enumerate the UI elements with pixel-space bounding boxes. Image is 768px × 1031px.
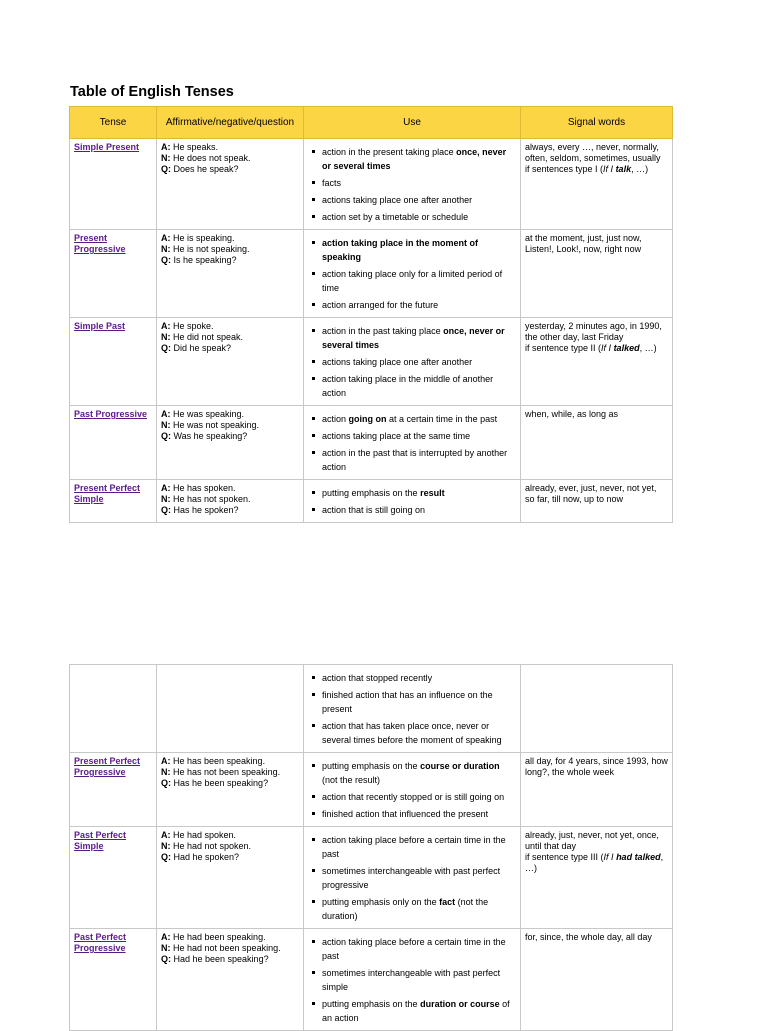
cond-verb: talk [615, 164, 632, 174]
use-item [322, 298, 516, 312]
use-item [322, 372, 516, 400]
cond-text: , …) [525, 852, 664, 873]
use-list [308, 833, 516, 923]
question-form [161, 778, 299, 789]
use-text: finished action that influenced the present [322, 809, 489, 819]
conditional-note [525, 852, 668, 874]
question-label: Q: [161, 852, 171, 862]
signal-cell [521, 753, 673, 827]
tense-link[interactable]: Past Perfect Progressive [74, 932, 127, 953]
use-emphasis: fact [439, 897, 456, 907]
affirmative-label: A: [161, 756, 171, 766]
affirmative-form [161, 756, 299, 767]
affirmative-form [161, 483, 299, 494]
signal-cell [521, 318, 673, 406]
tense-cell [70, 139, 157, 230]
use-text: action in the past that is interrupted by another action [322, 448, 508, 472]
use-text: (not the result) [322, 775, 381, 785]
use-item [322, 997, 516, 1025]
table-row [70, 753, 673, 827]
tense-link[interactable]: Present Progressive [74, 233, 126, 254]
negative-text: He is not speaking. [170, 244, 250, 254]
tense-link[interactable]: Present Perfect Progressive [74, 756, 141, 777]
signal-words: for, since, the whole day, all day [525, 932, 652, 942]
cond-text: , …) [639, 343, 657, 353]
affirmative-form [161, 409, 299, 420]
cond-italic: If I [601, 343, 614, 353]
negative-form [161, 841, 299, 852]
use-text: action that is still going on [322, 505, 426, 515]
forms-cell [157, 827, 304, 929]
forms-cell [157, 665, 304, 753]
forms-cell [157, 480, 304, 523]
table-row [70, 406, 673, 480]
question-form [161, 852, 299, 863]
negative-text: He does not speak. [170, 153, 251, 163]
affirmative-text: He has been speaking. [170, 756, 266, 766]
use-cell [304, 318, 521, 406]
affirmative-text: He spoke. [170, 321, 214, 331]
negative-text: He was not speaking. [170, 420, 260, 430]
tense-cell [70, 230, 157, 318]
affirmative-label: A: [161, 321, 171, 331]
question-label: Q: [161, 431, 171, 441]
question-form [161, 255, 299, 266]
question-label: Q: [161, 343, 171, 353]
negative-label: N: [161, 767, 171, 777]
use-text: at a certain time in the past [386, 414, 498, 424]
use-list [308, 671, 516, 747]
use-text: putting emphasis on the [322, 761, 421, 771]
use-emphasis: action taking place in the moment of speaking [322, 238, 479, 262]
affirmative-text: He speaks. [170, 142, 219, 152]
use-text: action taking place before a certain time in the past [322, 835, 506, 859]
use-cell [304, 406, 521, 480]
use-cell [304, 665, 521, 753]
cond-verb: talked [613, 343, 640, 353]
use-cell [304, 929, 521, 1031]
use-item [322, 935, 516, 963]
negative-form [161, 153, 299, 164]
forms-cell [157, 753, 304, 827]
cond-text: if sentence type III ( [525, 852, 604, 862]
use-item [322, 895, 516, 923]
affirmative-form [161, 830, 299, 841]
use-text: actions taking place at the same time [322, 431, 471, 441]
tense-link[interactable]: Present Perfect Simple [74, 483, 141, 504]
use-text: action that recently stopped or is still going on [322, 792, 505, 802]
affirmative-label: A: [161, 409, 171, 419]
negative-label: N: [161, 244, 171, 254]
tense-link[interactable]: Simple Present [74, 142, 140, 152]
use-list [308, 236, 516, 312]
signal-words: all day, for 4 years, since 1993, how long?, the whole week [525, 756, 668, 777]
use-item [322, 412, 516, 426]
question-text: Has he spoken? [171, 505, 239, 515]
table-row [70, 139, 673, 230]
tense-cell [70, 753, 157, 827]
signal-cell [521, 139, 673, 230]
affirmative-form [161, 932, 299, 943]
use-text: action that has taken place once, never or several times before the moment of speaking [322, 721, 502, 745]
question-label: Q: [161, 778, 171, 788]
use-item [322, 966, 516, 994]
negative-label: N: [161, 943, 171, 953]
tense-cell [70, 318, 157, 406]
use-text: action set by a timetable or schedule [322, 212, 469, 222]
affirmative-text: He has spoken. [170, 483, 236, 493]
question-text: Has he been speaking? [171, 778, 269, 788]
negative-form [161, 494, 299, 505]
use-emphasis: result [420, 488, 445, 498]
use-item [322, 429, 516, 443]
use-text: (not the duration) [322, 897, 489, 921]
table-row [70, 929, 673, 1031]
use-item [322, 719, 516, 747]
use-item [322, 176, 516, 190]
negative-label: N: [161, 494, 171, 504]
affirmative-form [161, 321, 299, 332]
table-row [70, 318, 673, 406]
affirmative-text: He was speaking. [170, 409, 245, 419]
question-form [161, 505, 299, 516]
affirmative-form [161, 233, 299, 244]
use-list [308, 935, 516, 1025]
signal-words: already, just, never, not yet, once, until that day [525, 830, 659, 851]
use-emphasis: duration or course [420, 999, 500, 1009]
use-cell [304, 139, 521, 230]
cond-verb: had talked [616, 852, 661, 862]
table-header-row [70, 107, 673, 139]
affirmative-label: A: [161, 483, 171, 493]
negative-form [161, 420, 299, 431]
use-list [308, 412, 516, 474]
question-label: Q: [161, 164, 171, 174]
use-emphasis: once, never or several times [322, 147, 507, 171]
cond-text: if sentence type II ( [525, 343, 602, 353]
signal-words: at the moment, just, just now, Listen!, Look!, now, right now [525, 233, 642, 254]
question-form [161, 954, 299, 965]
use-list [308, 759, 516, 821]
use-cell [304, 753, 521, 827]
use-item [322, 688, 516, 716]
use-list [308, 324, 516, 400]
forms-cell [157, 139, 304, 230]
table-row [70, 480, 673, 523]
use-list [308, 145, 516, 224]
use-text: actions taking place one after another [322, 195, 473, 205]
use-text: actions taking place one after another [322, 357, 473, 367]
use-cell [304, 827, 521, 929]
use-item [322, 486, 516, 500]
affirmative-text: He had spoken. [170, 830, 237, 840]
use-item [322, 864, 516, 892]
question-text: Had he spoken? [171, 852, 240, 862]
use-text: sometimes interchangeable with past perfect progressive [322, 866, 501, 890]
affirmative-text: He is speaking. [170, 233, 235, 243]
page-title: Table of English Tenses [70, 84, 234, 100]
signal-cell [521, 665, 673, 753]
negative-form [161, 767, 299, 778]
cond-italic: If I [603, 852, 617, 862]
header-tense: Tense [70, 107, 157, 139]
tense-link[interactable]: Past Progressive [74, 409, 148, 419]
signal-words: always, every …, never, normally, often, seldom, sometimes, usually [525, 142, 661, 163]
negative-form [161, 332, 299, 343]
affirmative-form [161, 142, 299, 153]
negative-text: He did not speak. [170, 332, 244, 342]
signal-cell [521, 406, 673, 480]
tense-cell [70, 480, 157, 523]
use-text: putting emphasis on the [322, 999, 421, 1009]
cond-italic: If I [603, 164, 616, 174]
use-text: action in the present taking place [322, 147, 457, 157]
question-text: Had he been speaking? [171, 954, 269, 964]
question-label: Q: [161, 255, 171, 265]
use-item [322, 671, 516, 685]
cond-text: , …) [631, 164, 649, 174]
use-text: action taking place only for a limited period of time [322, 269, 503, 293]
use-item [322, 193, 516, 207]
use-item [322, 210, 516, 224]
use-text: of an action [322, 999, 510, 1023]
signal-words: when, while, as long as [525, 409, 619, 419]
use-item [322, 503, 516, 517]
use-item [322, 355, 516, 369]
conditional-note [525, 164, 668, 175]
tense-link[interactable]: Past Perfect Simple [74, 830, 127, 851]
negative-label: N: [161, 332, 171, 342]
use-emphasis: course or duration [420, 761, 500, 771]
use-text: action in the past taking place [322, 326, 444, 336]
negative-form [161, 244, 299, 255]
use-text: putting emphasis only on the [322, 897, 440, 907]
table-row [70, 827, 673, 929]
question-text: Is he speaking? [171, 255, 237, 265]
header-signal-words: Signal words [521, 107, 673, 139]
question-form [161, 343, 299, 354]
question-text: Does he speak? [171, 164, 239, 174]
use-text: facts [322, 178, 342, 188]
signal-cell [521, 480, 673, 523]
use-item [322, 267, 516, 295]
conditional-note [525, 343, 668, 354]
use-text: action taking place before a certain time in the past [322, 937, 506, 961]
negative-label: N: [161, 420, 171, 430]
forms-cell [157, 406, 304, 480]
use-list [308, 486, 516, 517]
question-text: Did he speak? [171, 343, 232, 353]
negative-text: He has not spoken. [170, 494, 251, 504]
use-text: putting emphasis on the [322, 488, 421, 498]
tenses-table [69, 106, 673, 523]
use-emphasis: going on [348, 414, 387, 424]
tense-cell [70, 827, 157, 929]
negative-text: He has not been speaking. [170, 767, 281, 777]
question-label: Q: [161, 505, 171, 515]
signal-words: yesterday, 2 minutes ago, in 1990, the other day, last Friday [525, 321, 662, 342]
tense-cell [70, 406, 157, 480]
forms-cell [157, 318, 304, 406]
negative-text: He had not spoken. [170, 841, 252, 851]
negative-label: N: [161, 153, 171, 163]
affirmative-label: A: [161, 233, 171, 243]
signal-cell [521, 827, 673, 929]
use-emphasis: once, never or several times [322, 326, 505, 350]
use-item [322, 324, 516, 352]
use-cell [304, 480, 521, 523]
cond-text: if sentences type I ( [525, 164, 604, 174]
use-item [322, 236, 516, 264]
signal-words: already, ever, just, never, not yet, so far, till now, up to now [525, 483, 657, 504]
table-row [70, 230, 673, 318]
use-cell [304, 230, 521, 318]
table-row [70, 665, 673, 753]
negative-form [161, 943, 299, 954]
forms-cell [157, 230, 304, 318]
tense-link[interactable]: Simple Past [74, 321, 126, 331]
signal-cell [521, 929, 673, 1031]
use-text: action taking place in the middle of another action [322, 374, 494, 398]
affirmative-label: A: [161, 830, 171, 840]
signal-cell [521, 230, 673, 318]
affirmative-text: He had been speaking. [170, 932, 266, 942]
use-item [322, 807, 516, 821]
negative-text: He had not been speaking. [170, 943, 281, 953]
affirmative-label: A: [161, 932, 171, 942]
tense-cell [70, 665, 157, 753]
use-item [322, 446, 516, 474]
use-text: action [322, 414, 349, 424]
tenses-table-continued [69, 664, 673, 1031]
question-form [161, 431, 299, 442]
use-item [322, 145, 516, 173]
use-text: action that stopped recently [322, 673, 433, 683]
forms-cell [157, 929, 304, 1031]
use-item [322, 759, 516, 787]
negative-label: N: [161, 841, 171, 851]
use-item [322, 833, 516, 861]
use-text: action arranged for the future [322, 300, 439, 310]
header-forms: Affirmative/negative/question [157, 107, 304, 139]
use-text: finished action that has an influence on the present [322, 690, 493, 714]
use-text: sometimes interchangeable with past perfect simple [322, 968, 501, 992]
question-form [161, 164, 299, 175]
header-use: Use [304, 107, 521, 139]
tense-cell [70, 929, 157, 1031]
use-item [322, 790, 516, 804]
affirmative-label: A: [161, 142, 171, 152]
question-label: Q: [161, 954, 171, 964]
question-text: Was he speaking? [171, 431, 248, 441]
